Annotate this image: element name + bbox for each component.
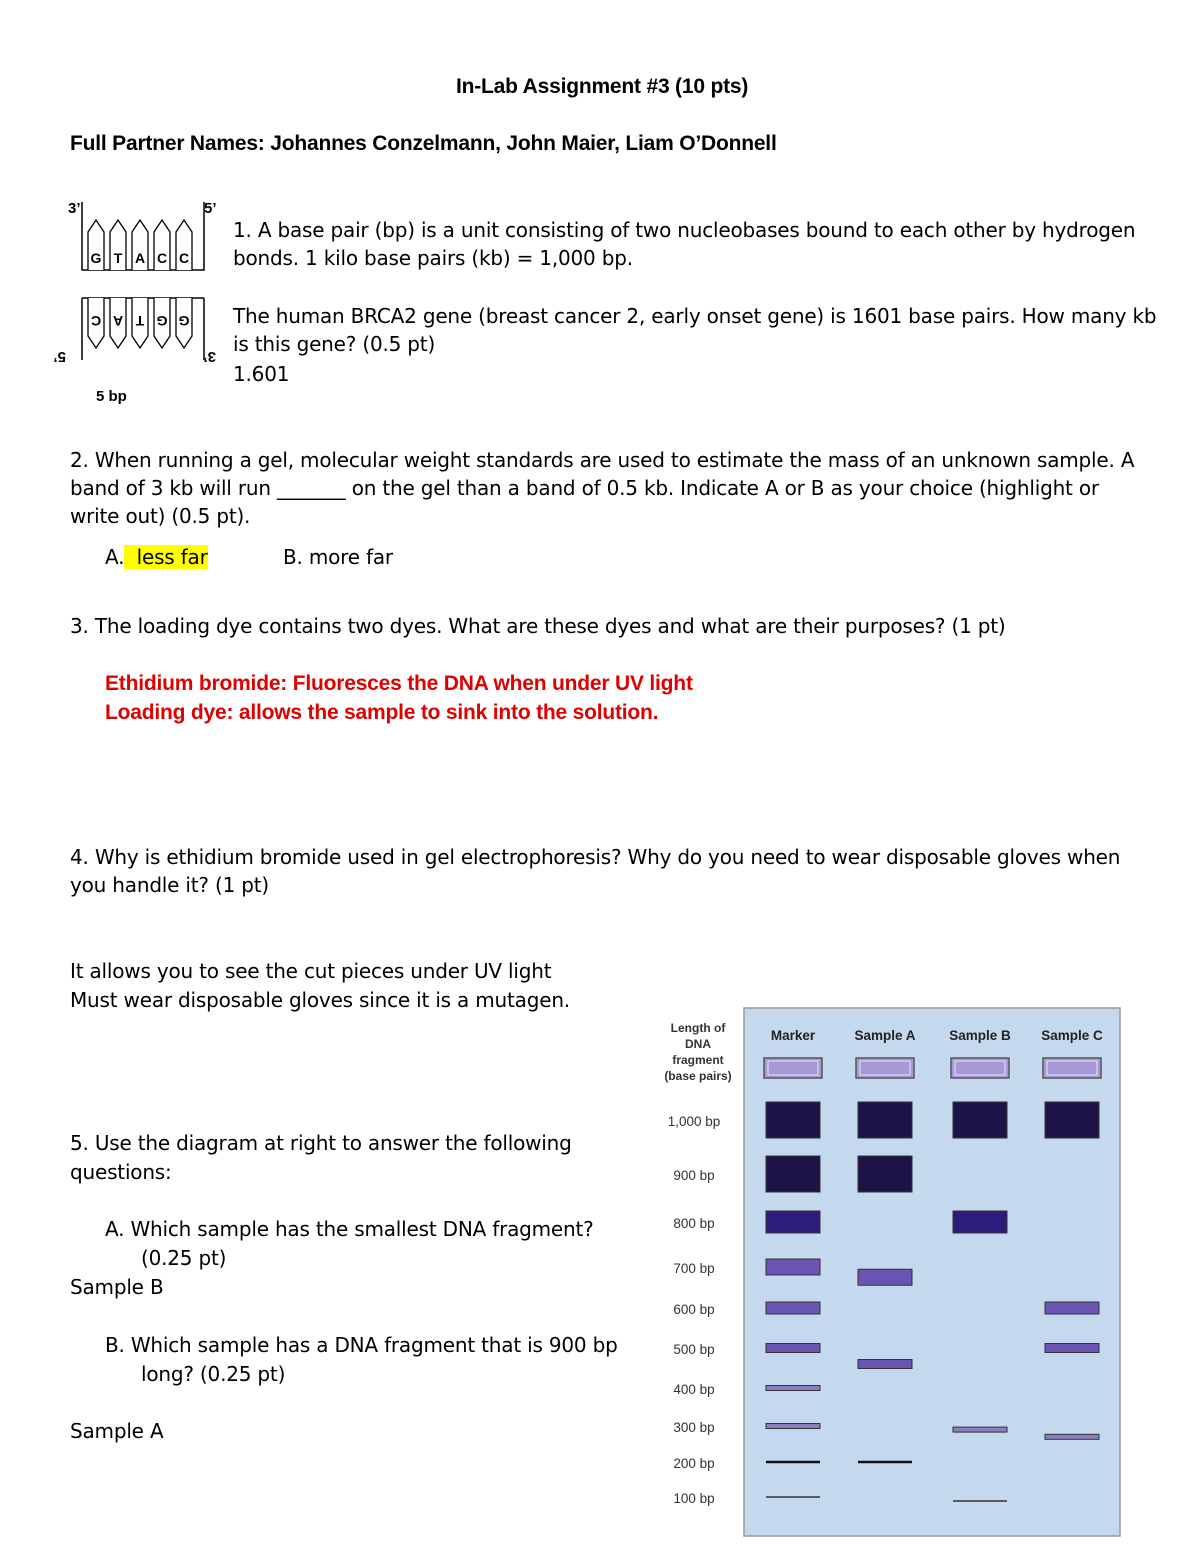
top-base-T-1: [110, 220, 126, 270]
q3-answer-2: Loading dye: allows the sample to sink into the solution.: [105, 701, 659, 724]
length-label: 5 bp: [96, 388, 127, 405]
three-prime-label: 3’: [68, 200, 81, 217]
lane-label: Sample A: [854, 1028, 916, 1043]
gel-band-marker: [766, 1424, 820, 1429]
q2-line1: 2. When running a gel, molecular weight standards are used to estimate the mass of an unknown sample. A: [70, 448, 1135, 472]
top-base-C-3: [154, 220, 170, 270]
q1-line1: 1. A base pair (bp) is a unit consisting of two nucleobases bound to each other by hydrogen: [233, 218, 1136, 242]
bottom-base-C-0: [88, 298, 104, 348]
bottom-base-T-2: [132, 298, 148, 348]
lane-label: Sample C: [1041, 1028, 1103, 1043]
q1-line3: The human BRCA2 gene (breast cancer 2, early onset gene) is 1601 base pairs. How many kb: [233, 304, 1157, 328]
svg-text:T: T: [113, 250, 123, 266]
gel-band-marker: [766, 1259, 820, 1275]
q1-line2: bonds. 1 kilo base pairs (kb) = 1,000 bp.: [233, 246, 633, 270]
svg-text:G: G: [156, 313, 168, 329]
gel-band-sample-a: [858, 1156, 912, 1192]
q5-b-line1: B. Which sample has a DNA fragment that is 900 bp: [105, 1333, 618, 1357]
gel-band-sample-c: [1045, 1344, 1099, 1353]
size-label: 800 bp: [673, 1216, 715, 1231]
top-base-G-0: [88, 220, 104, 270]
q2-option-a-text: less far: [136, 545, 208, 569]
gel-band-sample-a: [858, 1360, 912, 1369]
svg-text:A: A: [112, 313, 124, 329]
q5-a-line2: (0.25 pt): [141, 1246, 227, 1270]
gel-band-marker: [766, 1302, 820, 1314]
axis-title-line: Length of: [670, 1021, 726, 1035]
gel-band-sample-c: [1045, 1102, 1099, 1138]
gel-band-sample-b: [953, 1102, 1007, 1138]
bottom-five-prime-label: 5’: [53, 348, 66, 365]
q2-option-a-letter: A.: [105, 545, 125, 569]
size-label: 600 bp: [673, 1302, 715, 1317]
q5-b-answer: Sample A: [70, 1419, 164, 1443]
bottom-three-prime-label: 3’: [203, 348, 216, 365]
axis-title-line: fragment: [672, 1053, 724, 1067]
q3-question: 3. The loading dye contains two dyes. What are these dyes and what are their purposes? (1 pt): [70, 614, 1006, 638]
svg-text:C: C: [156, 250, 168, 266]
q5-a-line1: A. Which sample has the smallest DNA fragment?: [105, 1217, 594, 1241]
axis-title-line: (base pairs): [664, 1069, 732, 1083]
q5-line1: 5. Use the diagram at right to answer the following: [70, 1131, 572, 1155]
size-label: 700 bp: [673, 1261, 715, 1276]
bottom-base-G-4: [176, 298, 192, 348]
svg-text:G: G: [178, 313, 190, 329]
bottom-base-G-3: [154, 298, 170, 348]
q2-line2: band of 3 kb will run _______ on the gel than a band of 0.5 kb. Indicate A or B as your choice (highlight or: [70, 476, 1099, 500]
axis-title-line: DNA: [685, 1037, 711, 1051]
gel-band-sample-c: [1045, 1302, 1099, 1314]
bottom-base-A-1: [110, 298, 126, 348]
q5-b-line2: long? (0.25 pt): [141, 1362, 286, 1386]
gel-band-sample-b: [953, 1427, 1007, 1432]
size-label: 100 bp: [673, 1491, 715, 1506]
gel-electrophoresis-diagram: [652, 1002, 1132, 1542]
svg-text:C: C: [90, 313, 102, 329]
gel-band-marker: [766, 1386, 820, 1391]
lane-label: Sample B: [949, 1028, 1011, 1043]
gel-band-marker: [766, 1496, 820, 1498]
q2-option-a: [105, 543, 208, 572]
top-base-A-2: [132, 220, 148, 270]
q2-option-b: B. more far: [283, 545, 393, 569]
svg-text:A: A: [134, 250, 146, 266]
gel-band-marker: [766, 1211, 820, 1233]
gel-band-marker: [766, 1156, 820, 1192]
q4-answer-2: Must wear disposable gloves since it is a mutagen.: [70, 988, 570, 1012]
q2-option-a-highlight: [124, 545, 207, 569]
gel-band-sample-b: [953, 1500, 1007, 1502]
q1-line4: is this gene? (0.5 pt): [233, 332, 436, 356]
size-label: 1,000 bp: [667, 1114, 721, 1129]
dna-base-pair-figure: [53, 190, 228, 410]
svg-text:T: T: [135, 313, 145, 329]
gel-band-sample-b: [953, 1211, 1007, 1233]
partner-names: Full Partner Names: Johannes Conzelmann, John Maier, Liam O’Donnell: [70, 132, 777, 155]
size-label: 200 bp: [673, 1456, 715, 1471]
q2-line3: write out) (0.5 pt).: [70, 504, 251, 528]
gel-band-marker: [766, 1344, 820, 1353]
size-label: 400 bp: [673, 1382, 715, 1397]
gel-band-sample-a: [858, 1102, 912, 1138]
lane-label: Marker: [770, 1028, 816, 1043]
size-label: 900 bp: [673, 1168, 715, 1183]
page-title: In-Lab Assignment #3 (10 pts): [456, 75, 749, 98]
q3-answer-1: Ethidium bromide: Fluoresces the DNA when under UV light: [105, 672, 693, 695]
q1-answer: 1.601: [233, 362, 290, 386]
top-base-C-4: [176, 220, 192, 270]
q4-answer-1: It allows you to see the cut pieces under UV light: [70, 959, 552, 983]
size-label: 500 bp: [673, 1342, 715, 1357]
q4-line2: you handle it? (1 pt): [70, 873, 270, 897]
gel-band-sample-a: [858, 1269, 912, 1285]
size-label: 300 bp: [673, 1420, 715, 1435]
q4-line1: 4. Why is ethidium bromide used in gel electrophoresis? Why do you need to wear disposable gloves when: [70, 845, 1121, 869]
svg-text:G: G: [90, 250, 102, 266]
svg-text:C: C: [178, 250, 190, 266]
gel-band-marker: [766, 1461, 820, 1464]
gel-band-sample-a: [858, 1461, 912, 1464]
q5-a-answer: Sample B: [70, 1275, 164, 1299]
q5-line2: questions:: [70, 1160, 172, 1184]
gel-band-sample-c: [1045, 1434, 1099, 1439]
gel-band-marker: [766, 1102, 820, 1138]
five-prime-label: 5’: [204, 200, 217, 217]
